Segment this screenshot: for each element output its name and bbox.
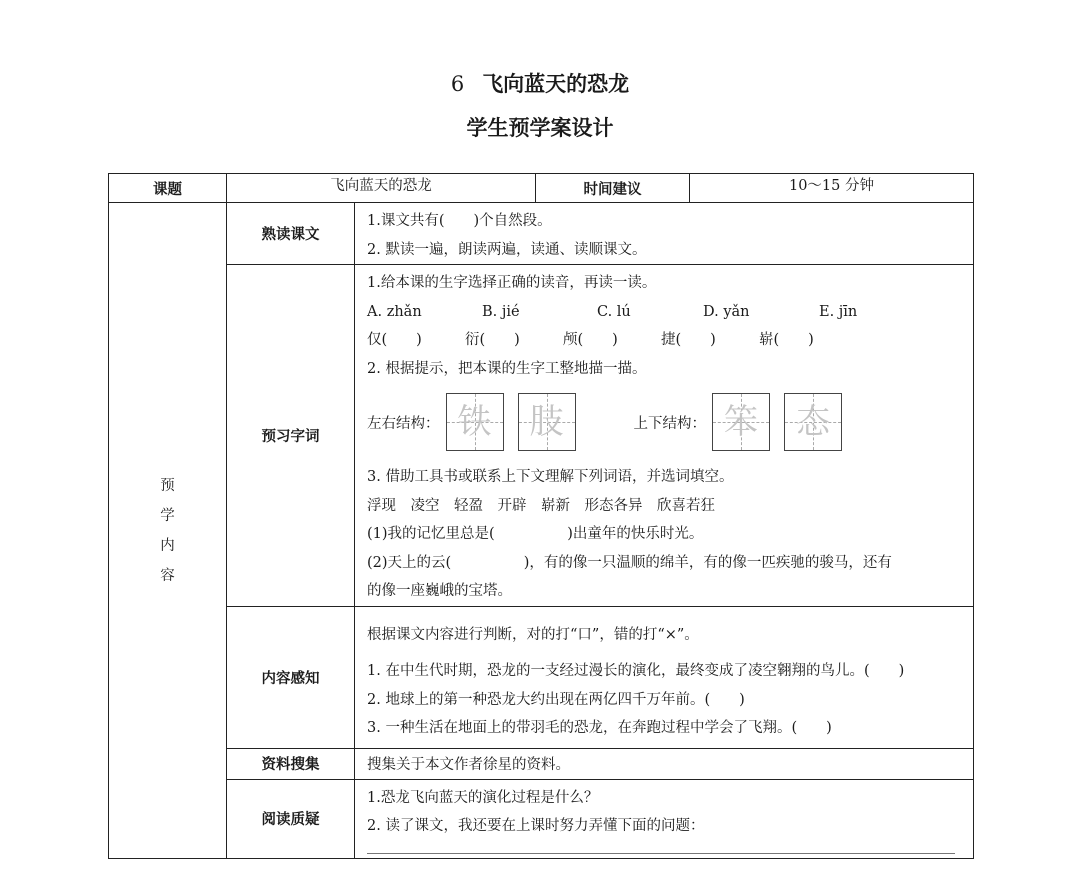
- reading-line-2: 2. 默读一遍，朗读两遍，读通、读顺课文。: [367, 241, 647, 258]
- reading-content: [355, 203, 974, 265]
- questions-row: [109, 779, 974, 859]
- option-b: B. jié: [482, 303, 520, 320]
- research-label: 资料搜集: [227, 748, 355, 779]
- words-content: [355, 265, 974, 607]
- content-row: [109, 606, 974, 748]
- judge-item-1: 1. 在中生代时期，恐龙的一支经过漫长的演化，最终变成了凌空翱翔的鸟儿。( ): [367, 663, 905, 679]
- words-q1: 1.给本课的生字选择正确的读音，再读一读。: [367, 275, 657, 291]
- top-bottom-label: 上下结构：: [633, 415, 706, 432]
- tracing-grid: [367, 387, 973, 457]
- char-blank-2: 衍( ): [465, 332, 520, 348]
- question-2: 2. 读了课文，我还要在上课时努力弄懂下面的问题：: [367, 818, 705, 834]
- questions-label: 阅读质疑: [227, 779, 355, 859]
- lesson-subtitle: 学生预学案设计: [466, 115, 614, 140]
- words-q2: 2. 根据提示，把本课的生字工整地描一描。: [367, 360, 647, 377]
- answer-line: [367, 853, 955, 854]
- reading-label: 熟读课文: [227, 203, 355, 265]
- pinyin-options: [367, 298, 973, 327]
- tian-grid-2: 肢: [518, 393, 576, 451]
- words-q3: 3. 借助工具书或联系上下文理解下列词语，并选词填空。: [367, 469, 734, 485]
- lesson-number: 6: [450, 72, 465, 96]
- tian-grid-4: 态: [784, 393, 842, 451]
- words-row: [109, 265, 974, 607]
- char-blanks: [367, 326, 973, 355]
- char-blank-3: 颅( ): [563, 332, 618, 348]
- char-blank-4: 捷( ): [661, 332, 716, 348]
- option-c: C. lú: [597, 303, 631, 320]
- judge-item-2: 2. 地球上的第一种恐龙大约出现在两亿四千万年前。( ): [367, 691, 745, 708]
- question-1: 1.恐龙飞向蓝天的演化过程是什么？: [367, 789, 599, 806]
- left-right-label: 左右结构：: [367, 415, 440, 432]
- research-content: 搜集关于本文作者徐星的资料。: [355, 748, 974, 779]
- side-label: 预 学 内 容: [109, 203, 227, 859]
- option-a: A. zhǎn: [367, 303, 422, 320]
- fill-2: (2)天上的云( )，有的像一只温顺的绵羊，有的像一匹疾驰的骏马，还有: [367, 554, 892, 571]
- content-intro: 根据课文内容进行判断，对的打“口”，错的打“×”。: [367, 626, 699, 643]
- topic-value: 飞向蓝天的恐龙: [227, 174, 536, 203]
- lesson-name: 飞向蓝天的恐龙: [482, 71, 630, 96]
- content-label: 内容感知: [227, 606, 355, 748]
- fill-2-cont: 的像一座巍峨的宝塔。: [367, 583, 512, 599]
- vocab-list: 浮现 凌空 轻盈 开辟 崭新 形态各异 欣喜若狂: [367, 497, 715, 514]
- content-cell: [355, 606, 974, 748]
- char-blank-5: 崭( ): [759, 332, 814, 348]
- lesson-title: [0, 68, 1080, 98]
- time-label: 时间建议: [536, 174, 690, 203]
- tian-grid-1: 铁: [446, 393, 504, 451]
- char-blank-1: 仅( ): [367, 332, 422, 348]
- research-row: [109, 748, 974, 779]
- reading-row: [109, 203, 974, 265]
- words-label: 预习字词: [227, 265, 355, 607]
- time-value: 10～15 分钟: [690, 174, 974, 203]
- fill-1: (1)我的记忆里总是( )出童年的快乐时光。: [367, 526, 704, 542]
- header-row: [109, 174, 974, 203]
- reading-line-1: 1.课文共有( )个自然段。: [367, 213, 552, 229]
- option-d: D. yǎn: [703, 303, 750, 320]
- judge-item-3: 3. 一种生活在地面上的带羽毛的恐龙，在奔跑过程中学会了飞翔。( ): [367, 720, 832, 736]
- tian-grid-3: 笨: [712, 393, 770, 451]
- option-e: E. jīn: [819, 303, 858, 320]
- questions-content: [355, 779, 974, 859]
- worksheet-table: [108, 173, 974, 859]
- topic-label: 课题: [109, 174, 227, 203]
